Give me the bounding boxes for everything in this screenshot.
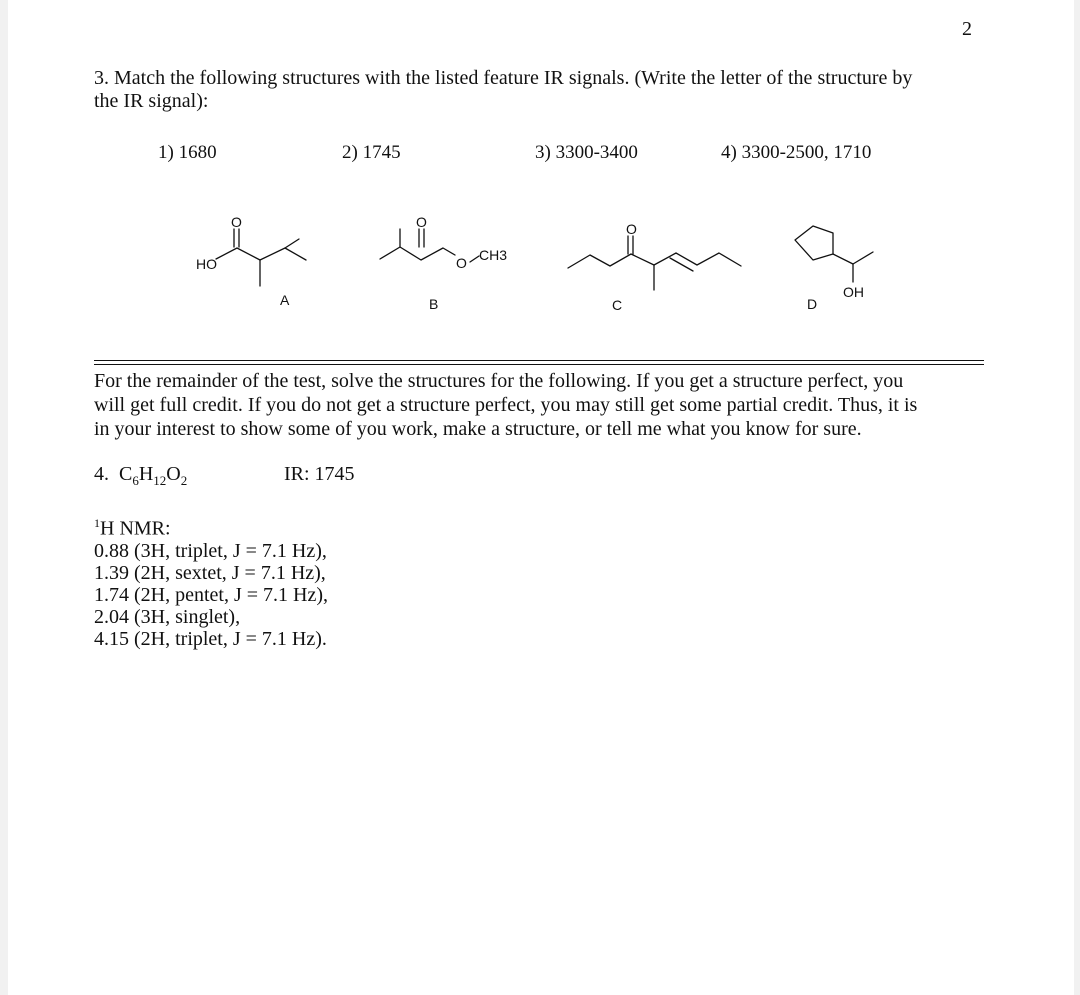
- nmr-line: 0.88 (3H, triplet, J = 7.1 Hz),: [94, 539, 327, 562]
- nmr-title-text: H NMR:: [100, 517, 171, 540]
- nmr-data: [94, 512, 328, 650]
- ir-signal-2: 2) 1745: [342, 142, 401, 163]
- structure-b-ester-o: O: [456, 255, 467, 271]
- document-page: [8, 0, 1074, 995]
- question-3-line-1: 3. Match the following structures with the listed feature IR signals. (Write the letter of the structure by: [94, 67, 913, 89]
- page-number: 2: [962, 18, 972, 40]
- structure-c-label: C: [612, 297, 623, 313]
- structure-a-skeleton: [216, 229, 306, 286]
- nmr-line: 1.74 (2H, pentet, J = 7.1 Hz),: [94, 583, 329, 606]
- question-4-number: 4.: [94, 463, 109, 485]
- formula-c-count: 6: [132, 473, 139, 488]
- remainder-instructions: [94, 369, 917, 441]
- nmr-title: [94, 512, 328, 540]
- structure-d-label: D: [807, 296, 818, 312]
- structure-a-hydroxyl: HO: [196, 256, 217, 272]
- structure-b-label: B: [429, 296, 439, 312]
- structure-c-skeleton: [568, 236, 741, 290]
- structure-c-carbonyl-o: O: [626, 221, 637, 237]
- structure-a-carbonyl-o: O: [231, 214, 242, 230]
- structure-b-methyl: CH3: [479, 247, 508, 263]
- formula-o-count: 2: [180, 473, 188, 488]
- nmr-line: 2.04 (3H, singlet),: [94, 605, 241, 628]
- formula-o: O: [166, 463, 181, 485]
- ir-signal-1: 1) 1680: [158, 142, 217, 163]
- structure-a-label: A: [280, 292, 290, 308]
- remainder-line-1: For the remainder of the test, solve the structures for the following. If you get a structure perfect, you: [94, 370, 904, 392]
- structure-d-skeleton: [795, 226, 873, 282]
- formula-h: H: [138, 463, 154, 485]
- structure-d-hydroxyl: OH: [843, 284, 864, 300]
- ir-signal-3: 3) 3300-3400: [535, 142, 638, 163]
- formula-c: C: [119, 463, 133, 485]
- question-4-ir: IR: 1745: [284, 463, 355, 485]
- structure-b-carbonyl-o: O: [416, 214, 427, 230]
- nmr-line: 1.39 (2H, sextet, J = 7.1 Hz),: [94, 561, 326, 584]
- question-4-formula: [94, 463, 187, 489]
- ir-signal-4: 4) 3300-2500, 1710: [721, 142, 872, 163]
- remainder-line-2: will get full credit. If you do not get a structure perfect, you may still get some partial credit. Thus, it is: [94, 394, 918, 416]
- remainder-line-3: in your interest to show some of you work, make a structure, or tell me what you know for sure.: [94, 418, 862, 440]
- chemical-structures: [8, 0, 1074, 340]
- formula-h-count: 12: [153, 473, 167, 488]
- nmr-title-superscript: 1: [94, 516, 100, 530]
- nmr-line: 4.15 (2H, triplet, J = 7.1 Hz).: [94, 627, 327, 650]
- section-divider-bottom: [94, 364, 984, 365]
- question-3-line-2: the IR signal):: [94, 90, 209, 112]
- section-divider-top: [94, 360, 984, 361]
